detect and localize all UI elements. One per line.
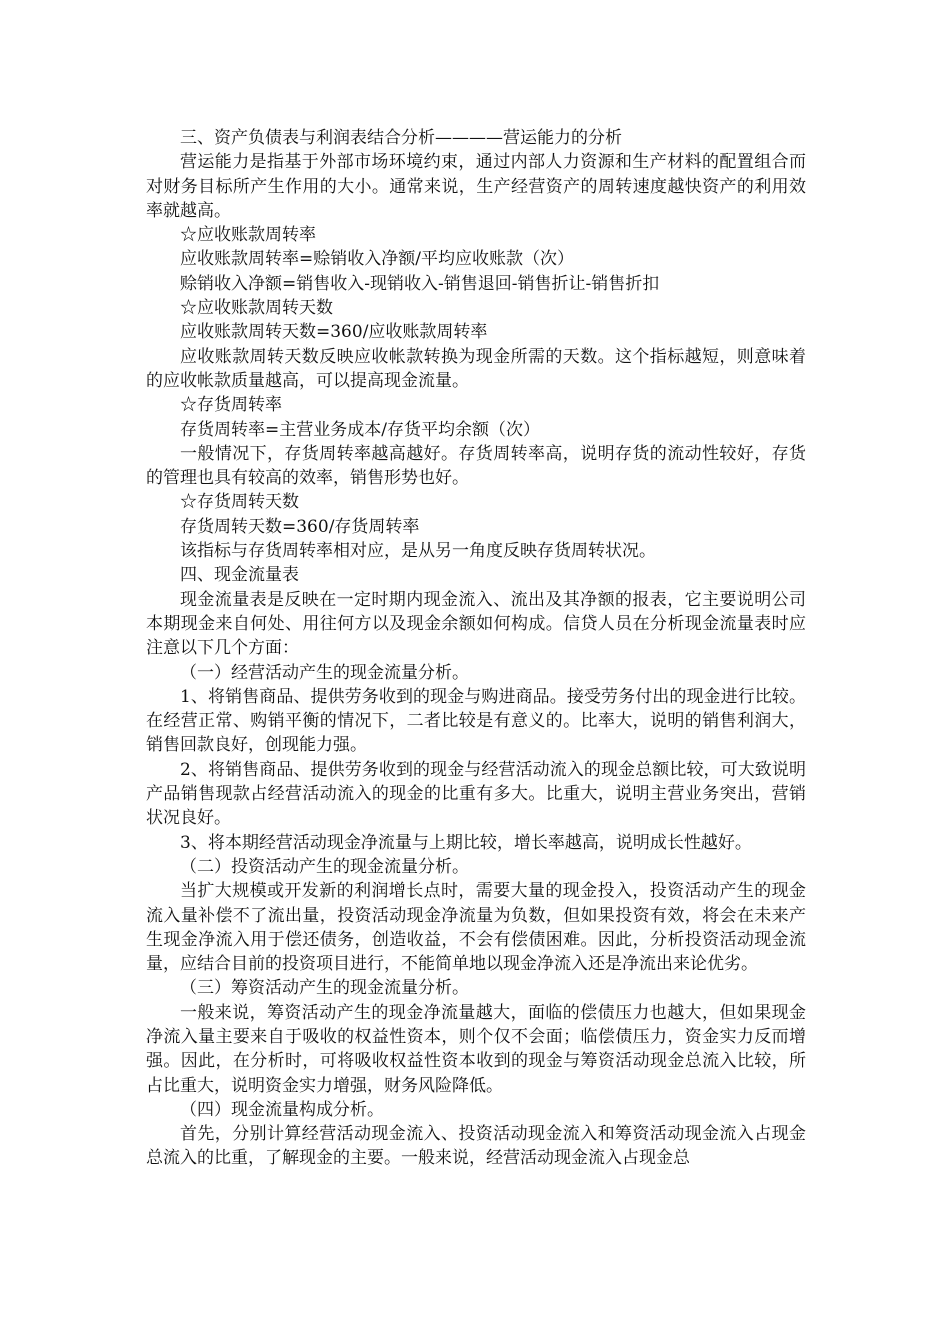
paragraph-cash-flow-statement-definition: 现金流量表是反映在一定时期内现金流入、流出及其净额的报表，它主要说明公司本期现金来自何处、用往何方以及现金余额如何构成。信贷人员在分析现金流量表时应注意以下几个方面： (146, 589, 806, 659)
paragraph-operating-capacity-definition: 营运能力是指基于外部市场环境约束，通过内部人力资源和生产材料的配置组合而对财务目标所产生作用的大小。通常来说，生产经营资产的周转速度越快资产的利用效率就越高。 (146, 152, 806, 221)
paragraph-inventory-turnover-explanation: 一般情况下，存货周转率越高越好。存货周转率高，说明存货的流动性较好，存货的管理也具有较高的效率，销售形势也好。 (146, 443, 806, 489)
paragraph-inventory-days-explanation: 该指标与存货周转率相对应，是从另一角度反映存货周转状况。 (180, 541, 656, 562)
formula-inventory-days: 存货周转天数=360/存货周转率 (180, 516, 420, 537)
paragraph-operating-point-2: 2、将销售商品、提供劳务收到的现金与经营活动流入的现金总额比较，可大致说明产品销售现款占经营活动流入的现金的比重有多大。比重大，说明主营业务突出，营销状况良好。 (146, 759, 806, 829)
subheading-cash-flow-structure: （四）现金流量构成分析。 (180, 1099, 384, 1120)
subheading-receivables-days: ☆应收账款周转天数 (180, 298, 333, 319)
paragraph-operating-point-3: 3、将本期经营活动现金净流量与上期比较，增长率越高，说明成长性越好。 (180, 832, 752, 853)
paragraph-receivables-days-explanation: 应收账款周转天数反映应收帐款转换为现金所需的天数。这个指标越短，则意味着的应收帐款质量越高，可以提高现金流量。 (146, 346, 806, 391)
subheading-receivables-turnover: ☆应收账款周转率 (180, 225, 316, 246)
subheading-operating-cash-flow: （一）经营活动产生的现金流量分析。 (180, 662, 469, 683)
section-heading-cash-flow-statement: 四、现金流量表 (180, 565, 299, 586)
section-heading-operating-capacity: 三、资产负债表与利润表结合分析————营运能力的分析 (180, 128, 622, 148)
subheading-inventory-turnover: ☆存货周转率 (180, 395, 282, 416)
formula-net-credit-sales: 赊销收入净额=销售收入-现销收入-销售退回-销售折让-销售折扣 (180, 273, 660, 294)
formula-receivables-days: 应收账款周转天数=360/应收账款周转率 (180, 322, 488, 343)
formula-inventory-turnover: 存货周转率=主营业务成本/存货平均余额（次） (180, 419, 540, 440)
paragraph-operating-point-1: 1、将销售商品、提供劳务收到的现金与购进商品。接受劳务付出的现金进行比较。在经营正常、购销平衡的情况下，二者比较是有意义的。比率大，说明的销售利润大，销售回款良好，创现能力强。 (146, 686, 806, 756)
subheading-financing-cash-flow: （三）筹资活动产生的现金流量分析。 (180, 978, 469, 999)
document-body (146, 126, 806, 1171)
paragraph-cash-flow-structure-explanation: 首先，分别计算经营活动现金流入、投资活动现金流入和筹资活动现金流入占现金总流入的比重，了解现金的主要。一般来说，经营活动现金流入占现金总 (146, 1124, 806, 1169)
paragraph-financing-explanation: 一般来说，筹资活动产生的现金净流量越大，面临的偿债压力也越大，但如果现金净流入量主要来自于吸收的权益性资本，则个仅不会面；临偿债压力，资金实力反而增强。因此，在分析时，可将吸收权益性资本收到的现金与筹资活动现金总流入比较，所占比重大，说明资金实力增强，财务风险降低。 (146, 1002, 806, 1096)
paragraph-investing-explanation: 当扩大规模或开发新的利润增长点时，需要大量的现金投入，投资活动产生的现金流入量补偿不了流出量，投资活动现金净流量为负数，但如果投资有效，将会在未来产生现金净流入用于偿还债务，创造收益，不会有偿债困难。因此，分析投资活动现金流量，应结合目前的投资项目进行，不能简单地以现金净流入还是净流出来论优劣。 (146, 881, 806, 975)
subheading-investing-cash-flow: （二）投资活动产生的现金流量分析。 (180, 856, 469, 877)
formula-receivables-turnover: 应收账款周转率=赊销收入净额/平均应收账款（次） (180, 249, 574, 270)
subheading-inventory-days: ☆存货周转天数 (180, 492, 299, 513)
